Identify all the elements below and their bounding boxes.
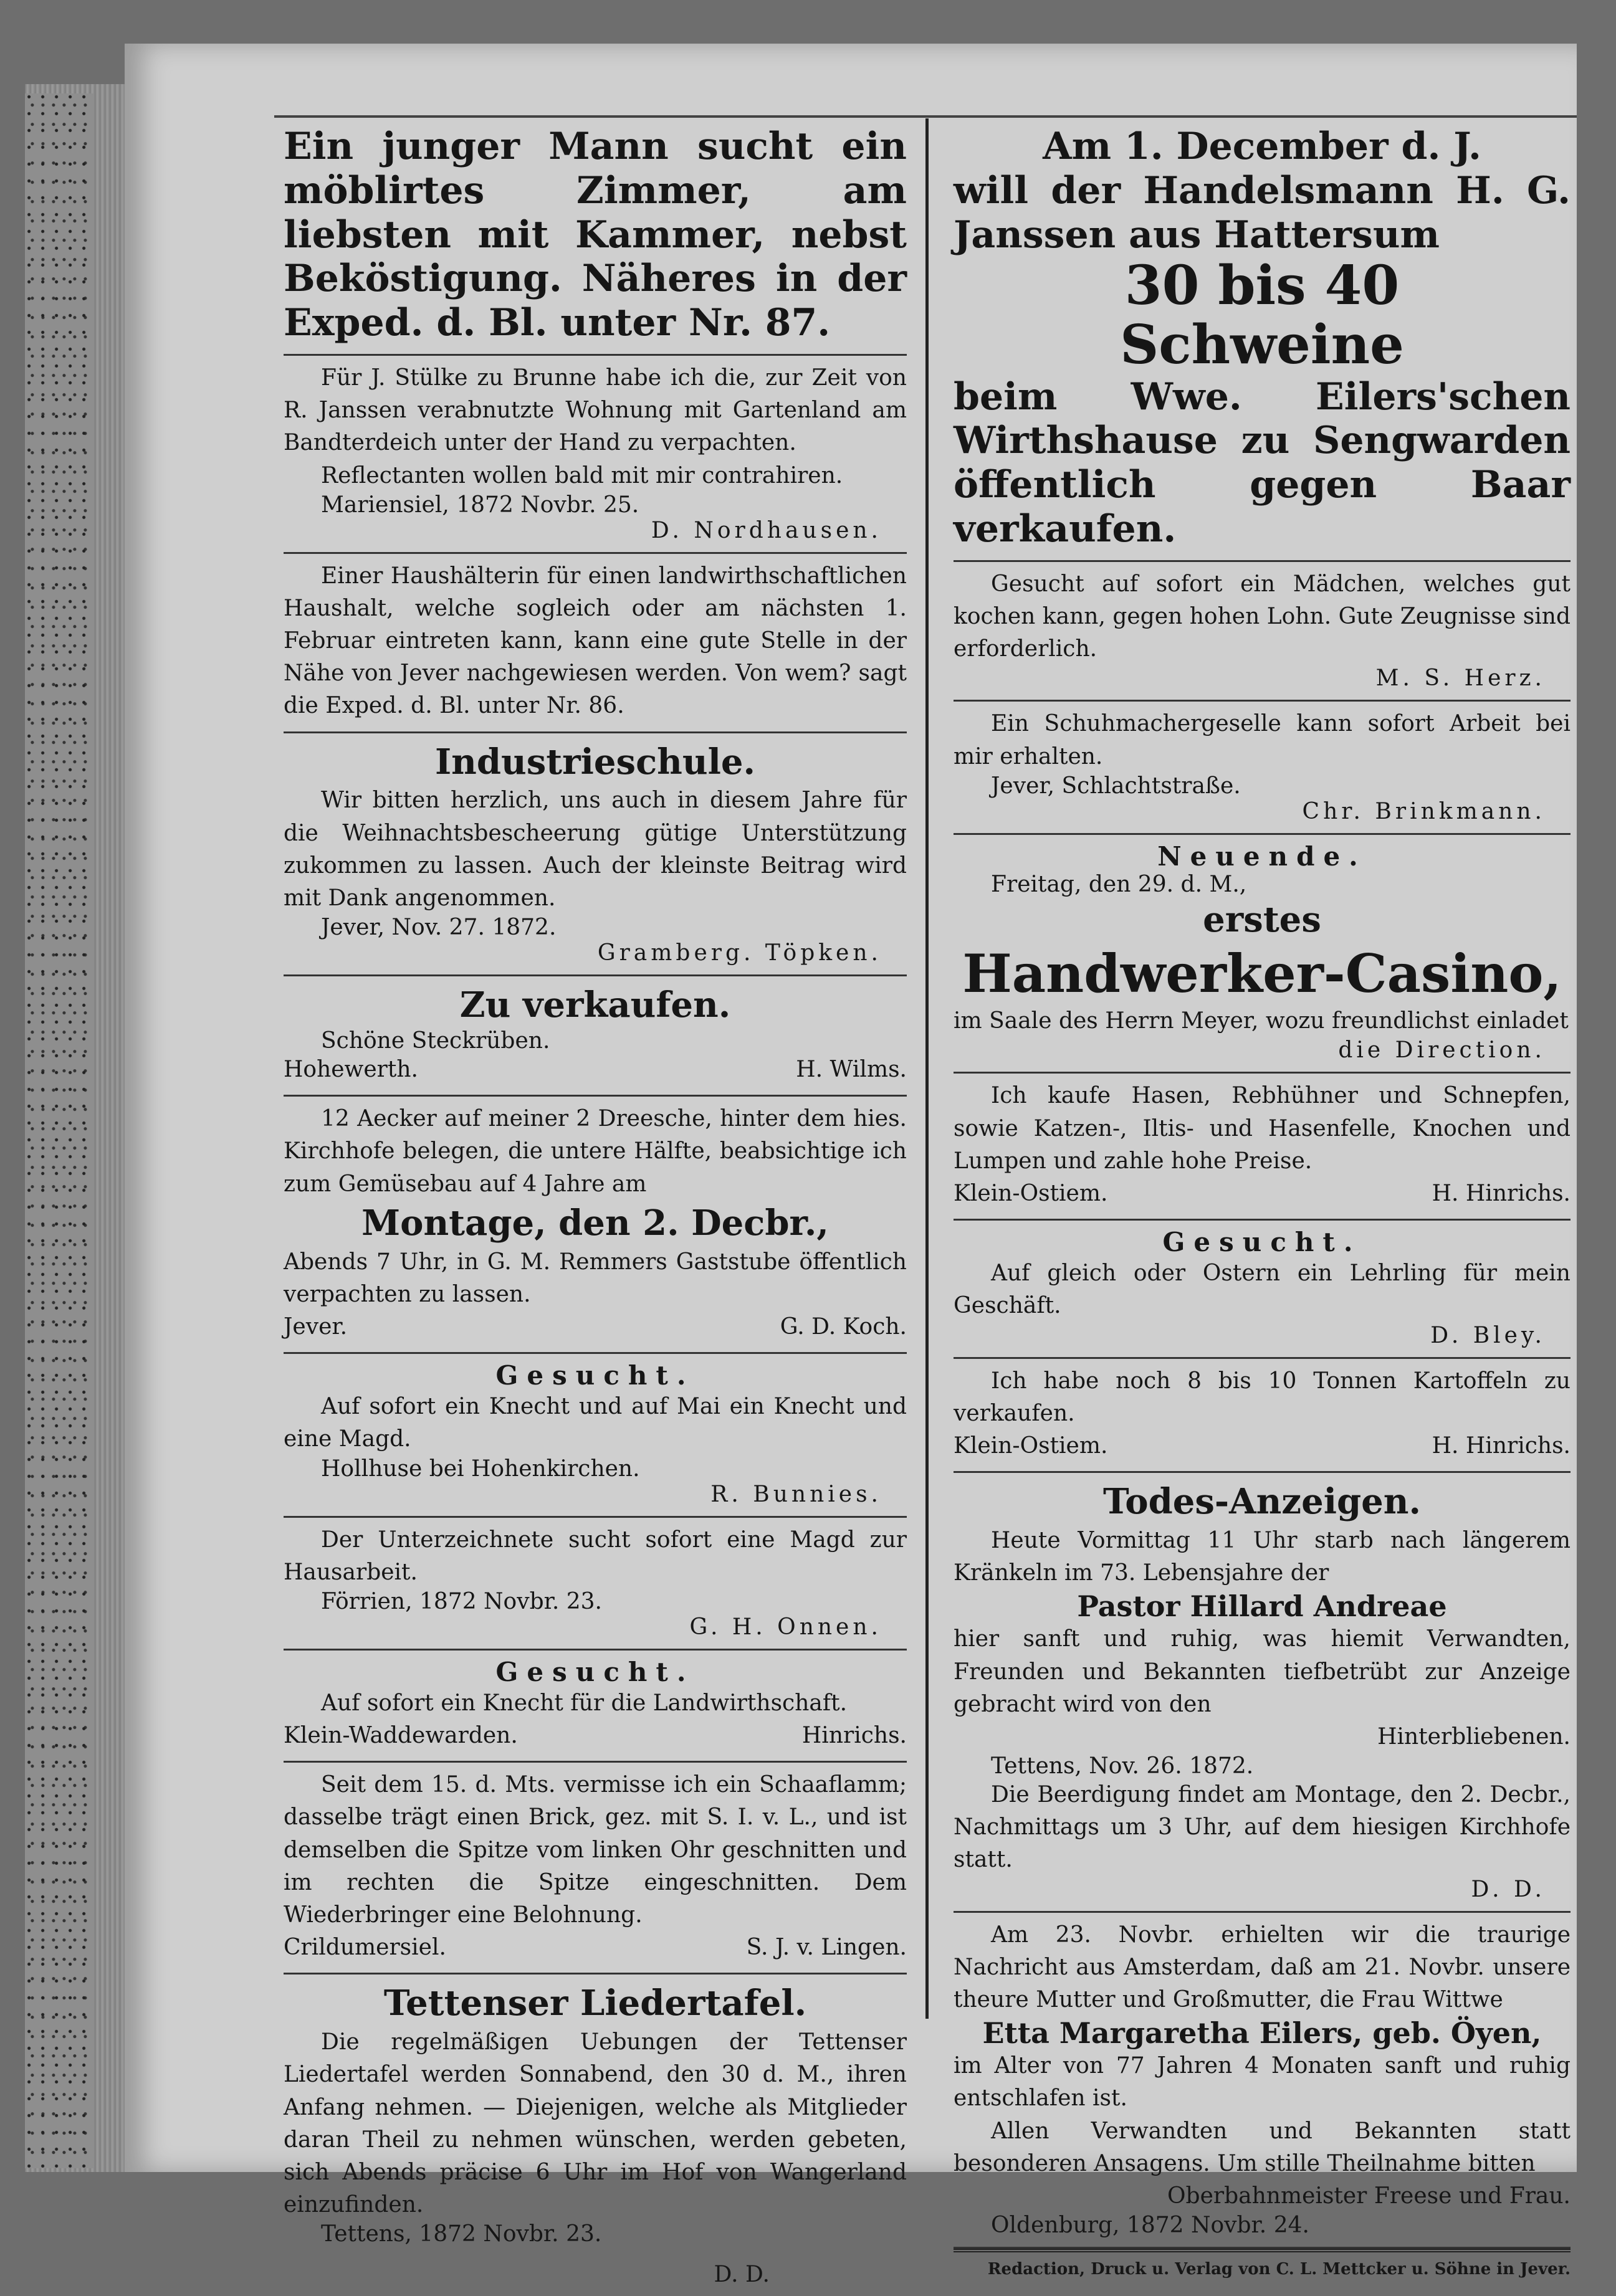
ad-shoemaker: [954, 702, 1571, 834]
ad-text: Wir bitten herzlich, uns auch in diesem Jahre für die Weihnachtsbescheerung gütige Unterstützung zukommen zu lassen. Auch der kleinste Beitrag wird mit Dank angenommen.: [284, 788, 907, 912]
ad-amount: 30 bis 40: [1124, 254, 1400, 318]
ad-pig-auction: [954, 118, 1571, 562]
ad-footer: [284, 1311, 907, 1343]
ad-text: Ein junger Mann sucht ein möblirtes Zimmer, am liebsten mit Kammer, nebst Beköstigung. Näheres in der Exped. d. Bl. unter Nr. 87.: [284, 125, 907, 345]
ad-signature: Hinterbliebenen.: [1377, 1723, 1571, 1750]
ad-text: Für J. Stülke zu Brunne habe ich die, zur Zeit von R. Janssen verabnutzte Wohnung mit Gartenland am Bandterdeich unter der Hand zu verpachten.: [284, 364, 907, 456]
ad-room-wanted: [284, 118, 907, 356]
ad-casino: [954, 835, 1571, 1074]
ad-footer: [284, 1054, 907, 1086]
ad-place: Tettens, 1872 Novbr. 23.: [321, 2221, 602, 2247]
column-divider: [925, 118, 929, 2019]
ad-text: Allen Verwandten und Bekannten statt besonderen Ansagens. Um stille Theilnahme bitten: [954, 2118, 1571, 2176]
ad-signature: H. Wilms.: [796, 1057, 907, 1083]
ad-signature: H. Hinrichs.: [1432, 1181, 1571, 1207]
ad-heading: Industrieschule.: [434, 741, 756, 783]
ad-name: Etta Margaretha Eilers, geb. Öyen,: [982, 2016, 1542, 2051]
ad-line: beim Wwe. Eilers'schen Wirthshause zu Sengwarden öffentlich gegen Baar verkaufen.: [954, 374, 1571, 551]
ad-heading: Tettenser Liedertafel.: [383, 1983, 807, 2024]
ad-hides-buyer: [954, 1074, 1571, 1221]
ad-signature: H. Hinrichs.: [1432, 1432, 1571, 1459]
ad-signature: Hinrichs.: [801, 1723, 907, 1749]
ad-text: Die Beerdigung findet am Montage, den 2. Decbr., Nachmittags um 3 Uhr, auf dem hiesigen Kirchhofe statt.: [954, 1782, 1571, 1873]
ad-text: Der Unterzeichnete sucht sofort eine Magd zur Hausarbeit.: [284, 1527, 907, 1585]
ad-signature: M. S. Herz.: [1375, 665, 1546, 692]
ad-signature: Gramberg. Töpken.: [597, 940, 882, 966]
ad-text: Abends 7 Uhr, in G. M. Remmers Gaststube öffentlich verpachten zu lassen.: [284, 1249, 907, 1307]
ad-lease-apartment: [284, 356, 907, 554]
ad-signature: D. Bley.: [1430, 1322, 1546, 1348]
ad-text: Die regelmäßigen Uebungen der Tettenser Liedertafel werden Sonnabend, den 30 d. M., ihren Anfang nehmen. — Diejenigen, welche als Mitglieder daran Theil zu nehmen wünschen, werden gebeten, sich Abends präcise 6 Uhr im Hof von Wangerland einzufinden.: [284, 2029, 907, 2218]
ad-text: Auf gleich oder Ostern ein Lehrling für mein Geschäft.: [954, 1260, 1571, 1319]
ad-place: Tettens, Nov. 26. 1872.: [991, 1753, 1254, 1779]
ad-footer: [954, 1430, 1571, 1462]
right-column: [954, 118, 1571, 2279]
ad-text: Am 23. Novbr. erhielten wir die traurige Nachricht aus Amsterdam, daß am 21. Novbr. unsere theure Mutter und Großmutter, die Frau Wittwe: [954, 1922, 1571, 2013]
ad-line: Am 1. December d. J.: [1043, 125, 1481, 168]
ad-lost-lamb: [284, 1763, 907, 1974]
ad-liedertafel: [284, 1974, 907, 2296]
ad-knecht-wanted: [284, 1651, 907, 1763]
ad-signature: G. H. Onnen.: [689, 1614, 882, 1640]
ad-land-lease: [284, 1097, 907, 1354]
ad-signature: die Direction.: [1338, 1037, 1546, 1064]
ad-place: Mariensiel, 1872 Novbr. 25.: [321, 492, 639, 518]
ad-place: Jever, Schlachtstraße.: [991, 773, 1241, 799]
ad-for-sale: [284, 976, 907, 1097]
ad-death-notice-eilers: [954, 1913, 1571, 2249]
left-column: [284, 118, 907, 2296]
ad-heading: Neuende.: [1157, 841, 1367, 872]
ad-text: Auf sofort ein Knecht und auf Mai ein Knecht und eine Magd.: [284, 1394, 907, 1452]
ad-text: Einer Haushälterin für einen landwirthschaftlichen Haushalt, welche sogleich oder am nächsten 1. Februar eintreten kann, kann eine gute Stelle in der Nähe von Jever nachgewiesen werden. Von wem? sagt die Exped. d. Bl. unter Nr. 86.: [284, 563, 907, 719]
ad-potatoes: [954, 1359, 1571, 1474]
ad-ordinal: erstes: [1203, 898, 1321, 940]
ad-housekeeper: [284, 554, 907, 733]
ad-place: Förrien, 1872 Novbr. 23.: [321, 1588, 603, 1614]
ad-heading: Todes-Anzeigen.: [1102, 1481, 1421, 1523]
ad-farmhand-wanted: [284, 1354, 907, 1517]
ad-text: Gesucht auf sofort ein Mädchen, welches gut kochen kann, gegen hohen Lohn. Gute Zeugnisse sind erforderlich.: [954, 571, 1571, 662]
ad-signature: G. D. Koch.: [780, 1313, 907, 1340]
ad-place: Crildumersiel.: [284, 1935, 446, 1961]
top-rule: [274, 115, 1577, 118]
ad-text: Schöne Steckrüben.: [321, 1028, 550, 1054]
ad-text: Heute Vormittag 11 Uhr starb nach längerem Kränkeln im 73. Lebensjahre der: [954, 1527, 1571, 1586]
ad-signature: S. J. v. Lingen.: [746, 1935, 907, 1961]
ad-text: Seit dem 15. d. Mts. vermisse ich ein Schaaflamm; dasselbe trägt einen Brick, gez. mit S. I. v. L., und ist demselben die Spitze vom linken Ohr geschnitten und im rechten die Spitze eingeschnitten. Dem Wiederbringer eine Belohnung.: [284, 1772, 907, 1928]
ad-text: im Alter von 77 Jahren 4 Monaten sanft und ruhig entschlafen ist.: [954, 2053, 1571, 2112]
ad-footer: [284, 1720, 907, 1752]
ad-place: Hollhuse bei Hohenkirchen.: [321, 1455, 640, 1482]
ad-place: Klein-Ostiem.: [954, 1432, 1108, 1459]
ad-signature: R. Bunnies.: [710, 1481, 882, 1507]
ad-text: hier sanft und ruhig, was hiemit Verwandten, Freunden und Bekannten tiefbetrübt zur Anzeige gebracht wird von den: [954, 1626, 1571, 1717]
ad-girl-wanted: [954, 562, 1571, 702]
ad-place: Hohewerth.: [284, 1057, 418, 1083]
ad-footer: [284, 1932, 907, 1964]
ad-text: Reflectanten wollen bald mit mir contrahiren.: [321, 462, 843, 488]
ad-footer: [954, 1178, 1571, 1210]
ad-line: will der Handelsmann H. G. Janssen aus Hattersum: [954, 168, 1571, 257]
ad-title: Handwerker-Casino,: [962, 942, 1562, 1004]
ad-text: im Saale des Herrn Meyer, wozu freundlichst einladet: [954, 1008, 1569, 1034]
ad-place: Klein-Ostiem.: [954, 1181, 1108, 1207]
ad-signature: D. D.: [1471, 1876, 1546, 1902]
ad-name: Pastor Hillard Andreae: [1077, 1589, 1447, 1624]
ad-text: 12 Aecker auf meiner 2 Dreesche, hinter dem hies. Kirchhofe belegen, die untere Hälfte, beabsichtige ich zum Gemüsebau auf 4 Jahre am: [284, 1106, 907, 1197]
ad-signature: Chr. Brinkmann.: [1302, 798, 1546, 824]
ad-place: Jever.: [284, 1313, 348, 1340]
ad-place: Jever, Nov. 27. 1872.: [321, 915, 557, 941]
ad-death-notice-andreae: [954, 1473, 1571, 1912]
book-cover-speckle: [25, 93, 93, 2168]
ad-text: Ein Schuhmachergeselle kann sofort Arbeit bei mir erhalten.: [954, 711, 1571, 769]
ad-signature: Oberbahnmeister Freese und Frau.: [1167, 2183, 1571, 2209]
ad-date: Montage, den 2. Decbr.,: [361, 1202, 829, 1244]
ad-text: Ich kaufe Hasen, Rebhühner und Schnepfen, sowie Katzen-, Iltis- und Hasenfelle, Knochen und Lumpen und zahle hohe Preise.: [954, 1083, 1571, 1174]
ad-text: Ich habe noch 8 bis 10 Tonnen Kartoffeln zu verkaufen.: [954, 1368, 1571, 1426]
imprint: Redaction, Druck u. Verlag von C. L. Mettcker u. Söhne in Jever.: [954, 2249, 1571, 2279]
ad-item: Schweine: [1120, 313, 1404, 376]
ad-heading: Gesucht.: [495, 1360, 695, 1391]
ad-heading: Gesucht.: [1162, 1227, 1362, 1258]
ad-date: Freitag, den 29. d. M.,: [991, 871, 1247, 897]
ad-heading: Zu verkaufen.: [459, 984, 731, 1026]
ad-maid-wanted: [284, 1518, 907, 1651]
ad-signature: D. D.: [714, 2262, 770, 2288]
ad-place: Oldenburg, 1872 Novbr. 24.: [991, 2213, 1309, 2239]
ad-heading: Gesucht.: [495, 1656, 695, 1687]
ad-industrieschule: [284, 733, 907, 977]
ad-apprentice: [954, 1221, 1571, 1358]
ad-signature: D. Nordhausen.: [651, 517, 882, 543]
ad-place: Klein-Waddewarden.: [284, 1723, 518, 1749]
ad-text: Auf sofort ein Knecht für die Landwirthschaft.: [321, 1690, 848, 1716]
